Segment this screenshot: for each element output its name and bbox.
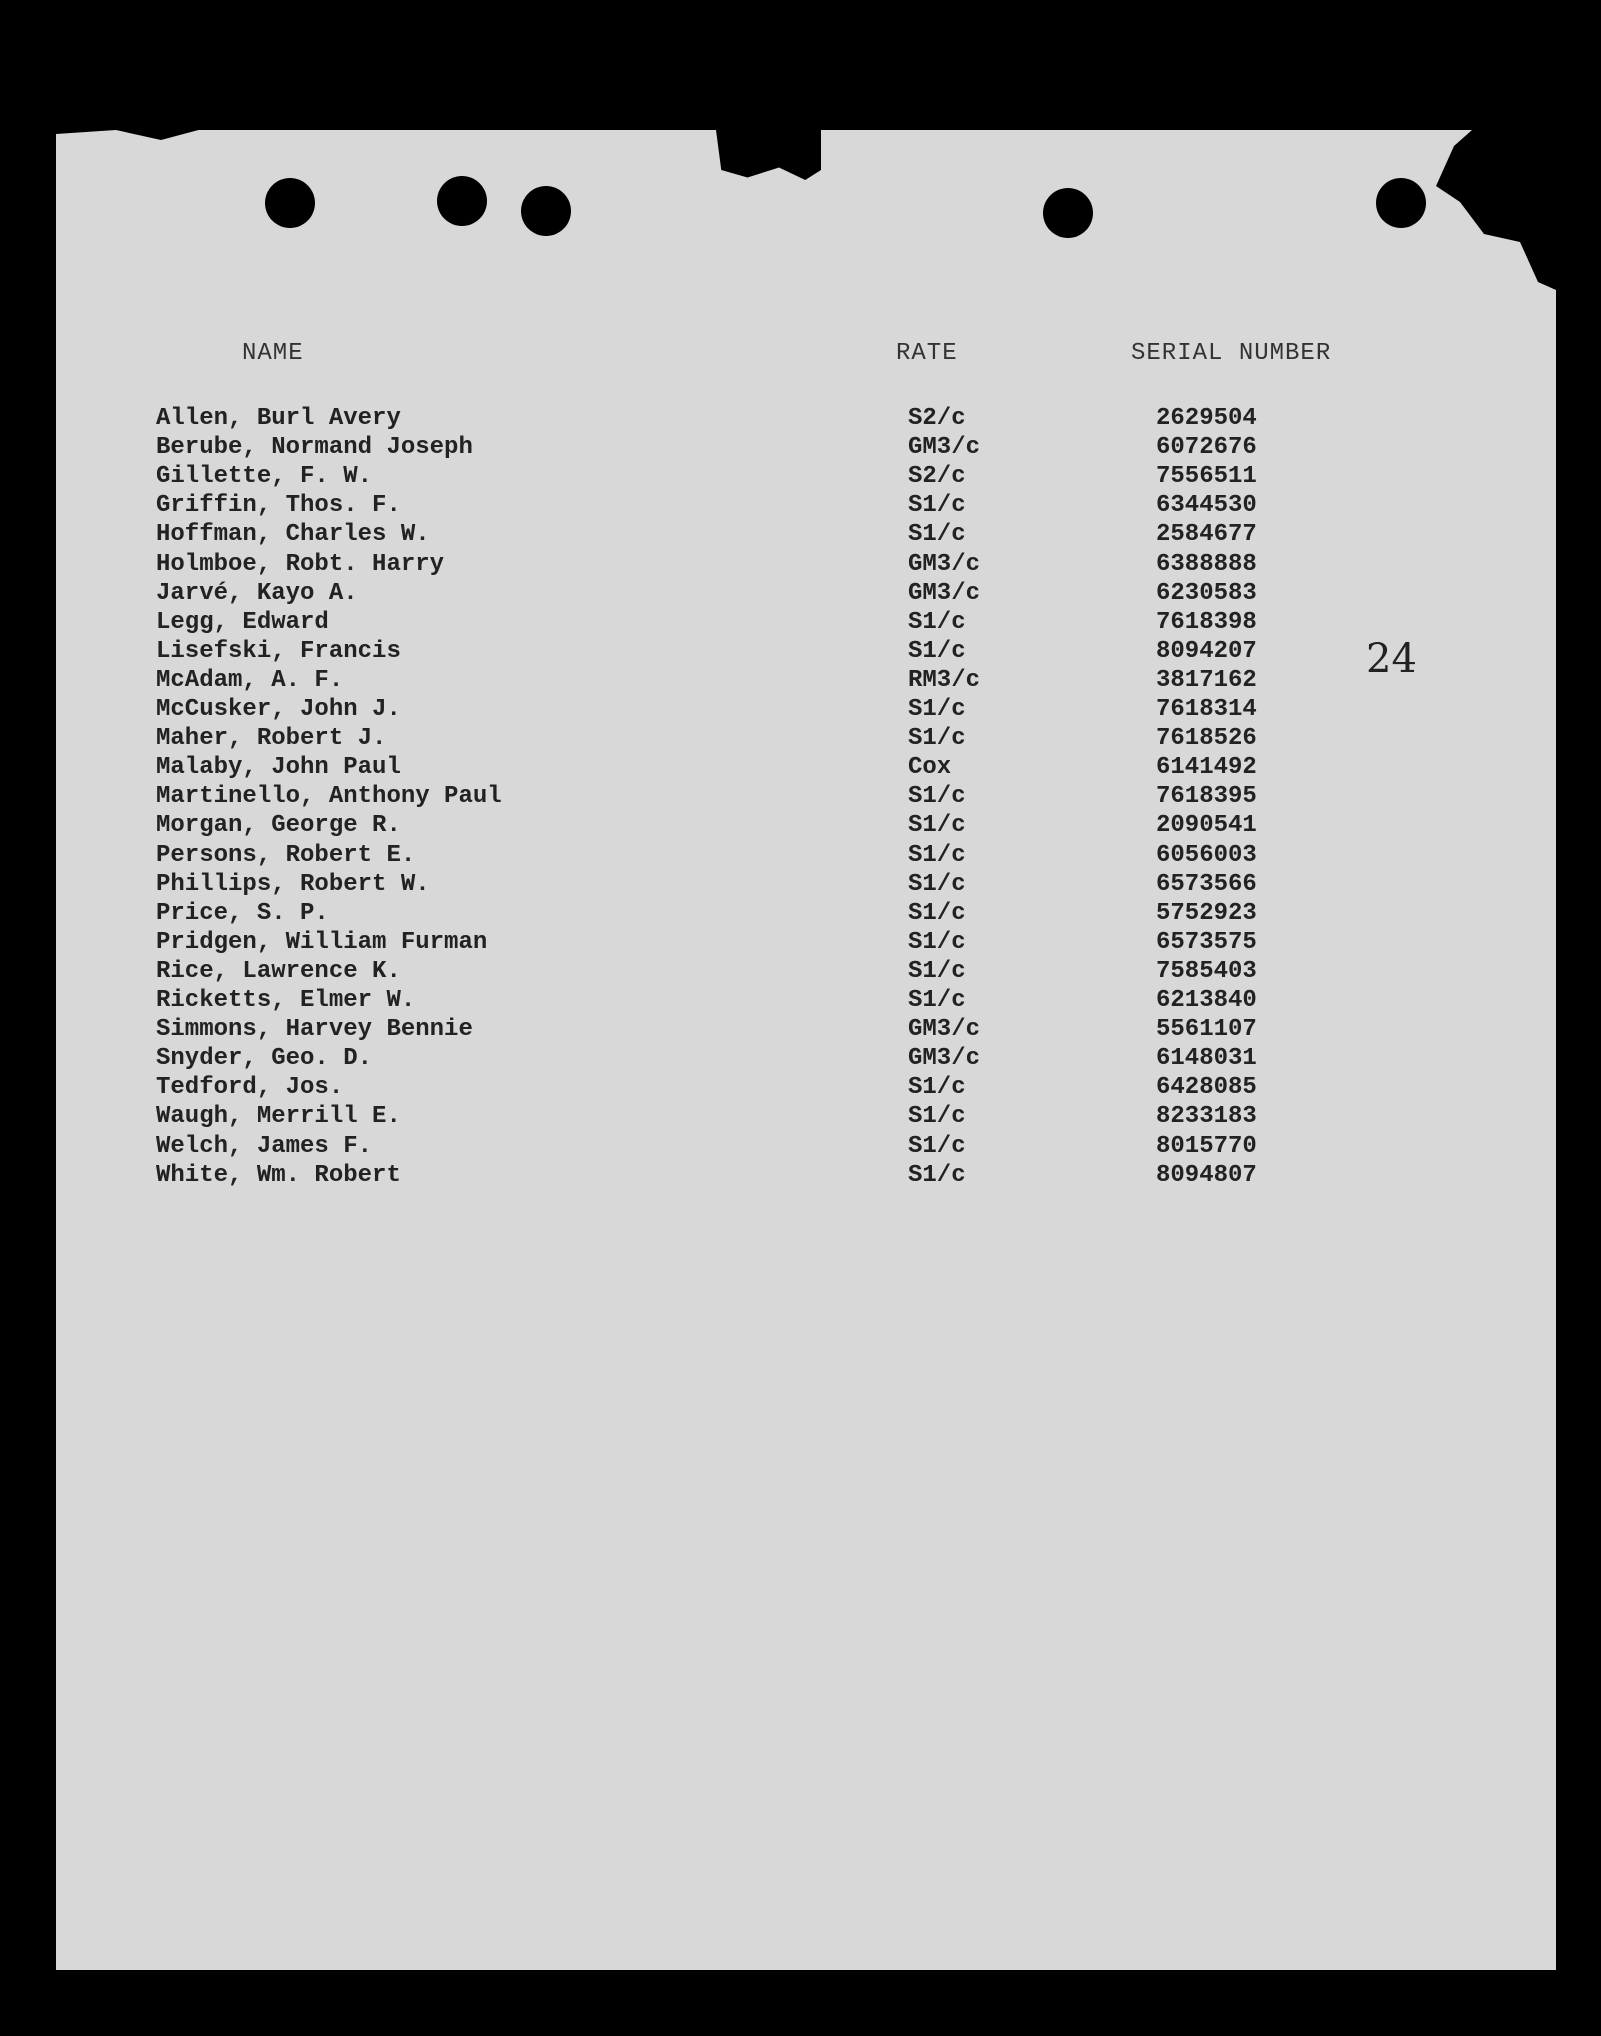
roster-serial: 2090541 xyxy=(1156,812,1257,840)
roster-serial: 6573575 xyxy=(1156,928,1257,956)
roster-rate: RM3/c xyxy=(908,666,981,694)
list-item xyxy=(56,958,1556,987)
roster-serial: 6141492 xyxy=(1156,754,1257,782)
roster-rate: GM3/c xyxy=(908,1016,981,1044)
roster-serial: 7618526 xyxy=(1156,725,1257,753)
roster-serial: 6213840 xyxy=(1156,987,1257,1014)
roster-serial: 6344530 xyxy=(1156,492,1257,520)
list-item xyxy=(56,725,1556,754)
list-item xyxy=(56,492,1556,521)
roster-name: Berube, Normand Joseph xyxy=(156,434,473,462)
roster-serial: 2584677 xyxy=(1156,521,1257,549)
roster-rate: S1/c xyxy=(908,957,966,985)
list-item xyxy=(56,754,1556,783)
roster-serial: 7556511 xyxy=(1156,463,1257,491)
roster-name: Pridgen, William Furman xyxy=(156,928,488,956)
column-header-serial: SERIAL NUMBER xyxy=(1131,340,1332,367)
roster-name: Rice, Lawrence K. xyxy=(156,957,401,985)
roster-name: Morgan, George R. xyxy=(156,812,401,840)
roster-rate: S1/c xyxy=(908,492,966,520)
list-item xyxy=(56,434,1556,463)
roster-serial: 8233183 xyxy=(1156,1103,1257,1131)
list-item xyxy=(56,783,1556,812)
roster-name: Welch, James F. xyxy=(156,1132,373,1160)
roster-rate: S2/c xyxy=(908,463,966,491)
roster-rate: S1/c xyxy=(908,928,966,956)
roster-serial: 8094807 xyxy=(1156,1161,1257,1189)
roster-name: Hoffman, Charles W. xyxy=(156,521,430,549)
punch-hole xyxy=(265,178,315,228)
roster-serial: 7618398 xyxy=(1156,608,1257,636)
roster-name: Martinello, Anthony Paul xyxy=(156,783,502,811)
page-number: 24 xyxy=(1366,636,1417,682)
roster-name: Simmons, Harvey Bennie xyxy=(156,1016,473,1044)
roster-rate: S1/c xyxy=(908,1161,966,1189)
roster-name: Tedford, Jos. xyxy=(156,1074,344,1102)
roster-rate: S1/c xyxy=(908,812,966,840)
roster-rate: S1/c xyxy=(908,899,966,927)
list-item xyxy=(56,871,1556,900)
roster-rate: S1/c xyxy=(908,696,966,723)
list-item xyxy=(56,667,1556,696)
list-item xyxy=(56,1162,1556,1191)
roster-rate: S2/c xyxy=(908,405,966,432)
roster-rate: S1/c xyxy=(908,987,966,1014)
roster-name: Persons, Robert E. xyxy=(156,841,416,869)
roster-name: Snyder, Geo. D. xyxy=(156,1045,373,1073)
roster-serial: 8015770 xyxy=(1156,1132,1257,1160)
list-item xyxy=(56,551,1556,580)
roster-name: Waugh, Merrill E. xyxy=(156,1103,401,1131)
roster-rate: S1/c xyxy=(908,637,966,665)
torn-edge-right xyxy=(1436,130,1556,290)
torn-edge-middle xyxy=(716,130,821,180)
roster-rate: S1/c xyxy=(908,1074,966,1102)
column-header-name: NAME xyxy=(242,340,304,367)
roster-name: Griffin, Thos. F. xyxy=(156,492,401,520)
roster-name: Ricketts, Elmer W. xyxy=(156,987,416,1014)
roster-serial: 2629504 xyxy=(1156,405,1257,432)
list-item xyxy=(56,521,1556,550)
roster-serial: 6230583 xyxy=(1156,579,1257,607)
list-item xyxy=(56,609,1556,638)
roster-name: Jarvé, Kayo A. xyxy=(156,579,358,607)
roster-rate: S1/c xyxy=(908,783,966,811)
roster-rate: S1/c xyxy=(908,841,966,869)
punch-hole xyxy=(437,176,487,226)
roster-name: Phillips, Robert W. xyxy=(156,870,430,898)
column-header-rate: RATE xyxy=(896,340,958,367)
list-item xyxy=(56,900,1556,929)
punch-hole xyxy=(1043,188,1093,238)
list-item xyxy=(56,1133,1556,1162)
list-item xyxy=(56,1103,1556,1132)
roster-serial: 6573566 xyxy=(1156,870,1257,898)
roster-name: McCusker, John J. xyxy=(156,696,401,723)
roster-name: Holmboe, Robt. Harry xyxy=(156,550,445,578)
roster-rate: GM3/c xyxy=(908,579,981,607)
roster-rate: S1/c xyxy=(908,1132,966,1160)
document-page xyxy=(56,130,1556,1970)
roster-rate: Cox xyxy=(908,754,952,782)
list-item xyxy=(56,1045,1556,1074)
roster-serial: 7618395 xyxy=(1156,783,1257,811)
torn-edge-left xyxy=(56,124,206,164)
roster-name: Legg, Edward xyxy=(156,608,329,636)
roster-name: Lisefski, Francis xyxy=(156,637,401,665)
list-item xyxy=(56,812,1556,841)
roster-rate: GM3/c xyxy=(908,434,981,462)
list-item xyxy=(56,987,1556,1016)
list-item xyxy=(56,842,1556,871)
roster-name: Gillette, F. W. xyxy=(156,463,373,491)
list-item xyxy=(56,638,1556,667)
roster-serial: 6072676 xyxy=(1156,434,1257,462)
list-item xyxy=(56,1074,1556,1103)
roster-name: Maher, Robert J. xyxy=(156,725,387,753)
punch-hole xyxy=(1376,178,1426,228)
roster-name: McAdam, A. F. xyxy=(156,666,344,694)
punch-hole xyxy=(521,186,571,236)
roster-serial: 5752923 xyxy=(1156,899,1257,927)
list-item xyxy=(56,405,1556,434)
roster-rate: S1/c xyxy=(908,608,966,636)
roster-name: Allen, Burl Avery xyxy=(156,405,401,432)
roster-name: Price, S. P. xyxy=(156,899,329,927)
roster-name: Malaby, John Paul xyxy=(156,754,401,782)
roster-serial: 6428085 xyxy=(1156,1074,1257,1102)
roster-rate: S1/c xyxy=(908,725,966,753)
roster-rate: GM3/c xyxy=(908,550,981,578)
roster-rate: S1/c xyxy=(908,1103,966,1131)
roster-rate: S1/c xyxy=(908,521,966,549)
roster-serial: 7618314 xyxy=(1156,696,1257,723)
list-item xyxy=(56,580,1556,609)
roster-serial: 5561107 xyxy=(1156,1016,1257,1044)
roster-serial: 3817162 xyxy=(1156,666,1257,694)
roster-rate: GM3/c xyxy=(908,1045,981,1073)
list-item xyxy=(56,1016,1556,1045)
list-item xyxy=(56,463,1556,492)
list-item xyxy=(56,696,1556,725)
roster-rate: S1/c xyxy=(908,870,966,898)
roster-serial: 8094207 xyxy=(1156,637,1257,665)
roster-serial: 6056003 xyxy=(1156,841,1257,869)
roster-serial: 7585403 xyxy=(1156,957,1257,985)
roster-name: White, Wm. Robert xyxy=(156,1161,401,1189)
list-item xyxy=(56,929,1556,958)
roster-serial: 6148031 xyxy=(1156,1045,1257,1073)
roster-serial: 6388888 xyxy=(1156,550,1257,578)
